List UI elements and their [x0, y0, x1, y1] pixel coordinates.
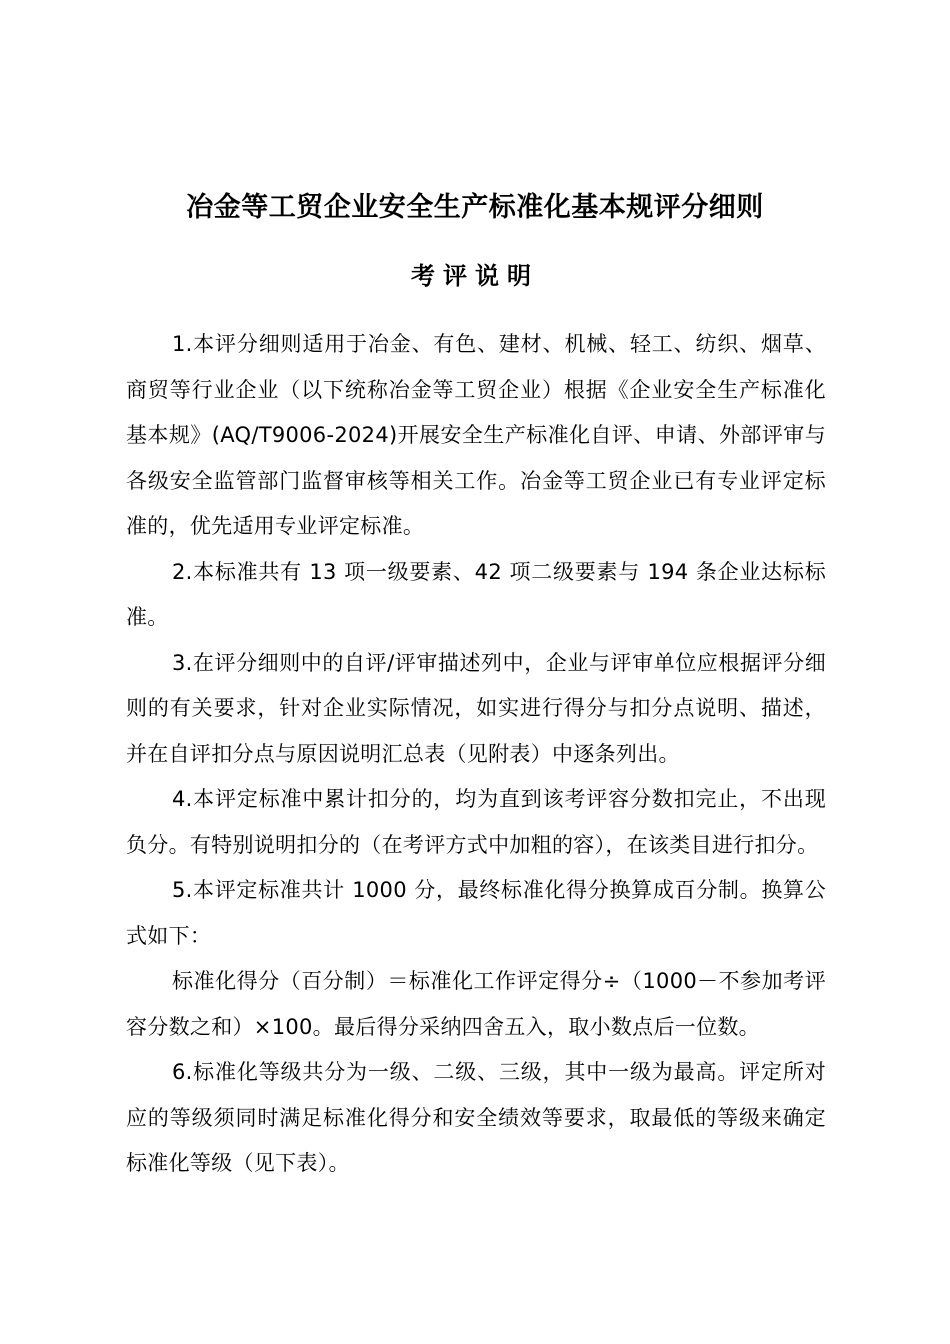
document-title: 冶金等工贸企业安全生产标准化基本规评分细则: [186, 192, 764, 224]
paragraph-total-score: 5.本评定标准共计 1000 分，最终标准化得分换算成百分制。换算公式如下：: [126, 878, 826, 948]
paragraph-grade-levels: 6.标准化等级共分为一级、二级、三级，其中一级为最高。评定所对应的等级须同时满足标准化得分和安全绩效等要求，取最低的等级来确定标准化等级（见下表）。: [126, 1060, 826, 1175]
document-body: [126, 322, 826, 1187]
paragraph-self-evaluation: 3.在评分细则中的自评/评审描述列中，企业与评审单位应根据评分细则的有关要求，针对企业实际情况，如实进行得分与扣分点说明、描述，并在自评扣分点与原因说明汇总表（见附表）中逐条列出。: [126, 650, 826, 766]
paragraph-score-formula: 标准化得分（百分制）＝标准化工作评定得分÷（1000－不参加考评容分数之和）×100。最后得分采纳四舍五入，取小数点后一位数。: [126, 969, 826, 1039]
paragraph-scope: 1.本评分细则适用于冶金、有色、建材、机械、轻工、纺织、烟草、商贸等行业企业（以下统称冶金等工贸企业）根据《企业安全生产标准化基本规》(AQ/T9006-2024)开展安全生产标准化自评、申请、外部评审与各级安全监管部门监督审核等相关工作。冶金等工贸企业已有专业评定标准的，优先适用专业评定标准。: [126, 332, 826, 538]
document-subtitle: 考评说明: [411, 261, 539, 290]
paragraph-elements-count: 2.本标准共有 13 项一级要素、42 项二级要素与 194 条企业达标标准。: [126, 559, 826, 629]
paragraph-deduction-rules: 4.本评定标准中累计扣分的，均为直到该考评容分数扣完止，不出现负分。有特别说明扣分的（在考评方式中加粗的容），在该类目进行扣分。: [126, 787, 826, 857]
